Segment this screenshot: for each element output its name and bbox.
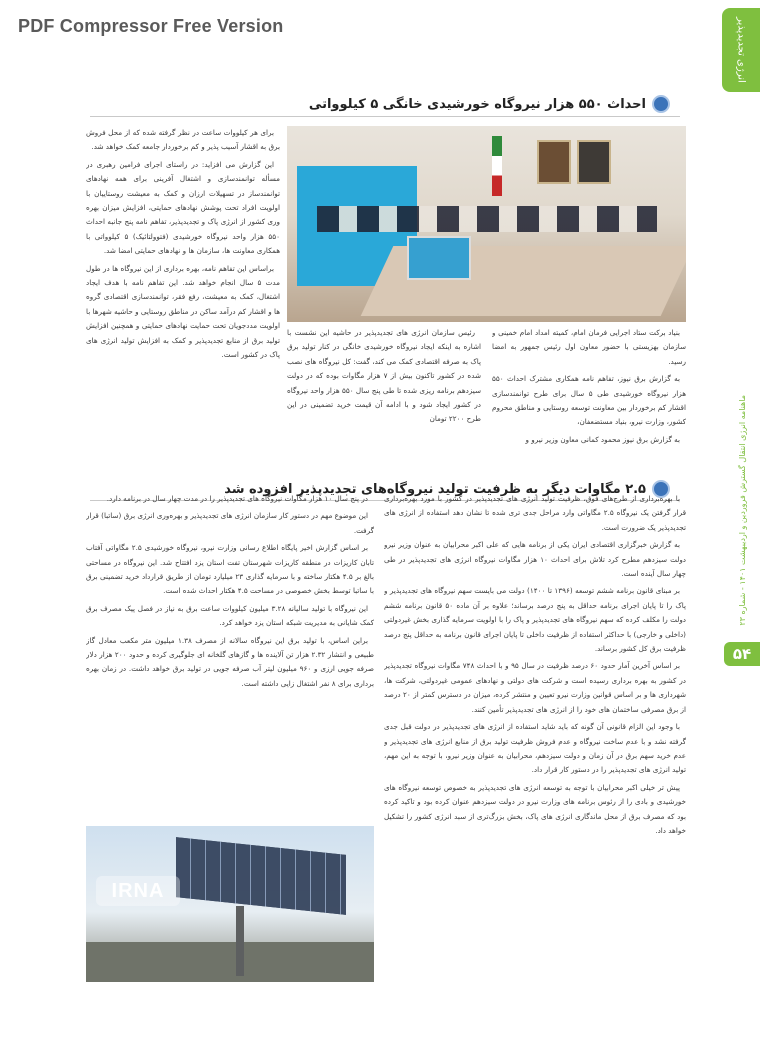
paragraph: با وجود این الزام قانونی آن گونه که باید شاید استفاده از انرژی های تجدیدپذیر در دولت قبل جدی گرفته نشد و با عدم ساخت نیروگاه و عدم فروش ظرفیت تولید برق از منابع انرژی های تجدیدپذیر و عدم خرید سهم برق در آن زمان و دولت سیزدهم، محرابیان به عنوان وزیر نیرو، با توجه به این مهم، تولید انرژی های تجدیدپذیر را در دستور کار قرار داد. xyxy=(384,722,686,775)
article1-column-left xyxy=(86,126,280,448)
article1-column-middle xyxy=(287,326,481,448)
page-number: ۵۴ xyxy=(724,642,760,666)
article2-title-text: ۲.۵ مگاوات دیگر به ظرفیت تولید نیروگاه‌های تجدیدپذیر افزوده شد xyxy=(224,481,646,497)
irna-logo: IRNA xyxy=(96,876,180,906)
flag xyxy=(492,136,502,196)
article1-title xyxy=(309,95,670,113)
portrait-frame xyxy=(537,140,571,184)
paragraph: در پنج سال ۱۰ هزار مگاوات نیروگاه های تجدیدپذیر را در مدت چهار سال در برنامه دارد. xyxy=(106,494,368,503)
article2-column-left xyxy=(86,492,374,822)
paragraph: این نیروگاه با تولید سالیانه ۳.۲۸ میلیون کیلووات ساعت برق به نیاز در فصل پیک مصرف برق کمک شایانی به مدیریت شبکه استان یزد خواهد کرد. xyxy=(86,603,374,628)
divider xyxy=(90,116,680,117)
paragraph: بنیاد برکت ستاد اجرایی فرمان امام، کمیته امداد امام خمینی و سازمان بهزیستی با حضور معاون اول رئیس جمهور به امضا رسید. xyxy=(492,328,686,366)
paragraph: براین اساس، با تولید برق این نیروگاه سالانه از مصرف ۱.۳۸ میلیون متر مکعب معادل گاز طبیعی و انتشار ۲.۳۲ هزار تن آلاینده ها و گازهای گلخانه ای جلوگیری کرده و حدود ۲۰۰ هزار دلار صرفه جویی ارزی و ۹۶۰ میلیون لیتر آب صرفه جویی در تولید برق خواهد داشت. در زمان بهره برداری برای ۸ نفر اشتغال زایی داشته است. xyxy=(86,635,374,688)
paragraph: بر مبنای قانون برنامه ششم توسعه (۱۳۹۶ تا ۱۴۰۰) دولت می بایست سهم نیروگاه های تجدیدپذیر و پاک را تا پایان اجرای برنامه حداقل به پنج درصد برساند؛ علاوه بر آن ماده ۵۰ قانون برنامه ششم دولت را مکلف کرده که سهم نیروگاه های تجدیدپذیر و پاک را با اولویت سرمایه گذاری بخش غیردولتی (داخلی و خارجی) با حداکثر استفاده از ظرفیت داخلی تا پایان اجرای قانون برنامه به حداقل پنج درصد ظرفیت برق کل کشور برساند. xyxy=(384,586,686,654)
paragraph: به گزارش خبرگزاری اقتصادی ایران یکی از برنامه هایی که علی اکبر محرابیان به عنوان وزیر نیرو دولت سیزدهم مطرح کرد تلاش برای احداث ۱۰ هزار مگاوات نیروگاه انرژی های تجدیدپذیر در طی چهار سال آینده است. xyxy=(384,540,686,579)
watermark: PDF Compressor Free Version xyxy=(18,16,284,36)
paragraph: بر اساس گزارش اخیر پایگاه اطلاع رسانی وزارت نیرو، نیروگاه خورشیدی ۲.۵ مگاواتی آفتاب تابان کاریزات در منطقه کاریزات شهرستان تفت استان یزد افتتاح شد. این نیروگاه در مساحتی بالغ بر ۴.۵ هکتار ساخته و با سرمایه گذاری ۲۳ میلیارد تومان از طریق قرارداد خرید تضمینی برق با ساتبا توسط بخش خصوصی در مساحت ۴.۵ هکتار احداث شده است. xyxy=(86,543,374,596)
paragraph: رئیس سازمان انرژی های تجدیدپذیر در حاشیه این نشست با اشاره به اینکه ایجاد نیروگاه خورشیدی خانگی در کنار تولید برق پاک به صرفه اقتصادی کمک می کند، گفت: کل نیروگاه های نصب شده در کشور تاکنون بیش از ۷ هزار مگاوات بوده که در دولت سیزدهم برنامه ریزی شده تا طی پنج سال ۵۵۰ هزار واحد نیروگاه در کشور ایجاد شود و با ادامه آن قیمت خرید تضمینی در این طرح ۲۲۰۰ تومان xyxy=(287,328,481,424)
portrait-frame xyxy=(577,140,611,184)
attendees xyxy=(317,206,657,232)
paragraph: بر اساس آخرین آمار حدود ۶۰ درصد ظرفیت در سال ۹۵ و با احداث ۷۴۸ مگاوات نیروگاه تجدیدپذیر در کشور به بهره برداری رسیده است و شرکت های دولتی و نهادهای عمومی غیردولتی، شرکت ها، شهرداری ها و بر اساس قوانین وزارت نیرو تعیین و منتشر کرده، میزان در دسترس کمتر از ۲۰ درصد از برق مصرفی ساختمان های خود را از انرژی های تجدیدپذیر تأمین کنند. xyxy=(384,661,686,714)
article1-title-text: احداث ۵۵۰ هزار نیروگاه خورشیدی خانگی ۵ کیلوواتی xyxy=(308,96,646,112)
monitor xyxy=(407,236,471,280)
paragraph: به گزارش برق نیوز محمود کمانی معاون وزیر نیرو و xyxy=(525,434,680,444)
panel-pole xyxy=(236,906,244,976)
blue-circle-bullet-icon xyxy=(652,95,670,113)
paragraph: این موضوع مهم در دستور کار سازمان انرژی های تجدیدپذیر و بهره‌وری انرژی برق (ساتبا) قرار گرفت. xyxy=(86,511,374,535)
running-footer: ماهنامه انرژی انتقال گسترش فروردین و اردیبهشت ۱۴۰۱ - شماره ۲۳ xyxy=(737,394,747,626)
solar-panel-array xyxy=(176,837,346,915)
section-tab: انرژی تجدیدپذیر xyxy=(722,8,760,92)
solar-plant-photo xyxy=(86,826,374,982)
paragraph: برای هر کیلووات ساعت در نظر گرفته شده که از محل فروش برق به اقشار آسیب پذیر و کم برخوردار جامعه کمک خواهد شد. xyxy=(86,128,280,152)
paragraph: به گزارش برق نیوز، تفاهم نامه همکاری مشترک احداث ۵۵۰ هزار نیروگاه خورشیدی طی ۵ سال برای طرح توانمندسازی اقشار کم برخوردار بین معاونت توسعه روستایی و مناطق محروم کشور، وزارت نیرو، بنیاد مستضعفان، xyxy=(492,374,686,427)
paragraph: این گزارش می افزاید: در راستای اجرای فرامین رهبری در مسأله توانمندسازی و اشتغال آفرینی برای همه نهادهای توانمندساز در تسهیلات ارزان و کمک به معیشت روستاییان با اولویت افراد تحت پوشش نهادهای حمایتی، افزایش میزان بهره وری کشور از انرژی پاک و تجدیدپذیر، تفاهم نامه پنج جانبه احداث ۵۵۰ هزار واحد نیروگاه خورشیدی (فتوولتائیک) ۵ کیلوواتی با همکاری معاونت ها، سازمان ها و نهادهای حمایتی امضا شد. xyxy=(86,159,280,256)
paragraph: با بهره‌برداری از طرح‌های فوق، ظرفیت تولید انرژی های تجدیدپذیر در کشور با مورد بهره‌برداری قرار گرفتن یک نیروگاه ۲.۵ مگاواتی وارد مراحل جدی تری شده تا نشان دهد استفاده از انرژی های تجدیدپذیر یک ضرورت است. xyxy=(384,494,686,532)
article1-column-right xyxy=(492,326,686,448)
meeting-photo xyxy=(287,126,686,322)
ground xyxy=(86,942,374,982)
paragraph: پیش تر خیلی اکبر محرابیان با توجه به توسعه انرژی های تجدیدپذیر به خصوص توسعه نیروگاه های خورشیدی و بادی را از رئوس برنامه های وزارت نیرو در دولت سیزدهم عنوان کرده بود و تاکید کرده بود که مصرف برق از محل ماندگاری انرژی های پاک، بخش بزرگ‌تری از سبد انرژی کشور را تشکیل خواهد داد. xyxy=(384,782,686,835)
paragraph: براساس این تفاهم نامه، بهره برداری از این نیروگاه ها در طول مدت ۵ سال انجام خواهد شد. این تفاهم نامه با هدف ایجاد اشتغال، کمک به معیشت، رفع فقر، توانمندسازی اقتصادی گروه ها و اقشار کم درآمد ساکن در مناطق روستایی و حاشیه شهرها با اولویت مددجویان تحت حمایت نهادهای حمایتی و همچنین افزایش تولید برق از منابع تجدیدپذیر و کمک به افزایش تولید انرژی های پاک در کشور است. xyxy=(86,263,280,360)
article2-column-right xyxy=(384,492,686,992)
